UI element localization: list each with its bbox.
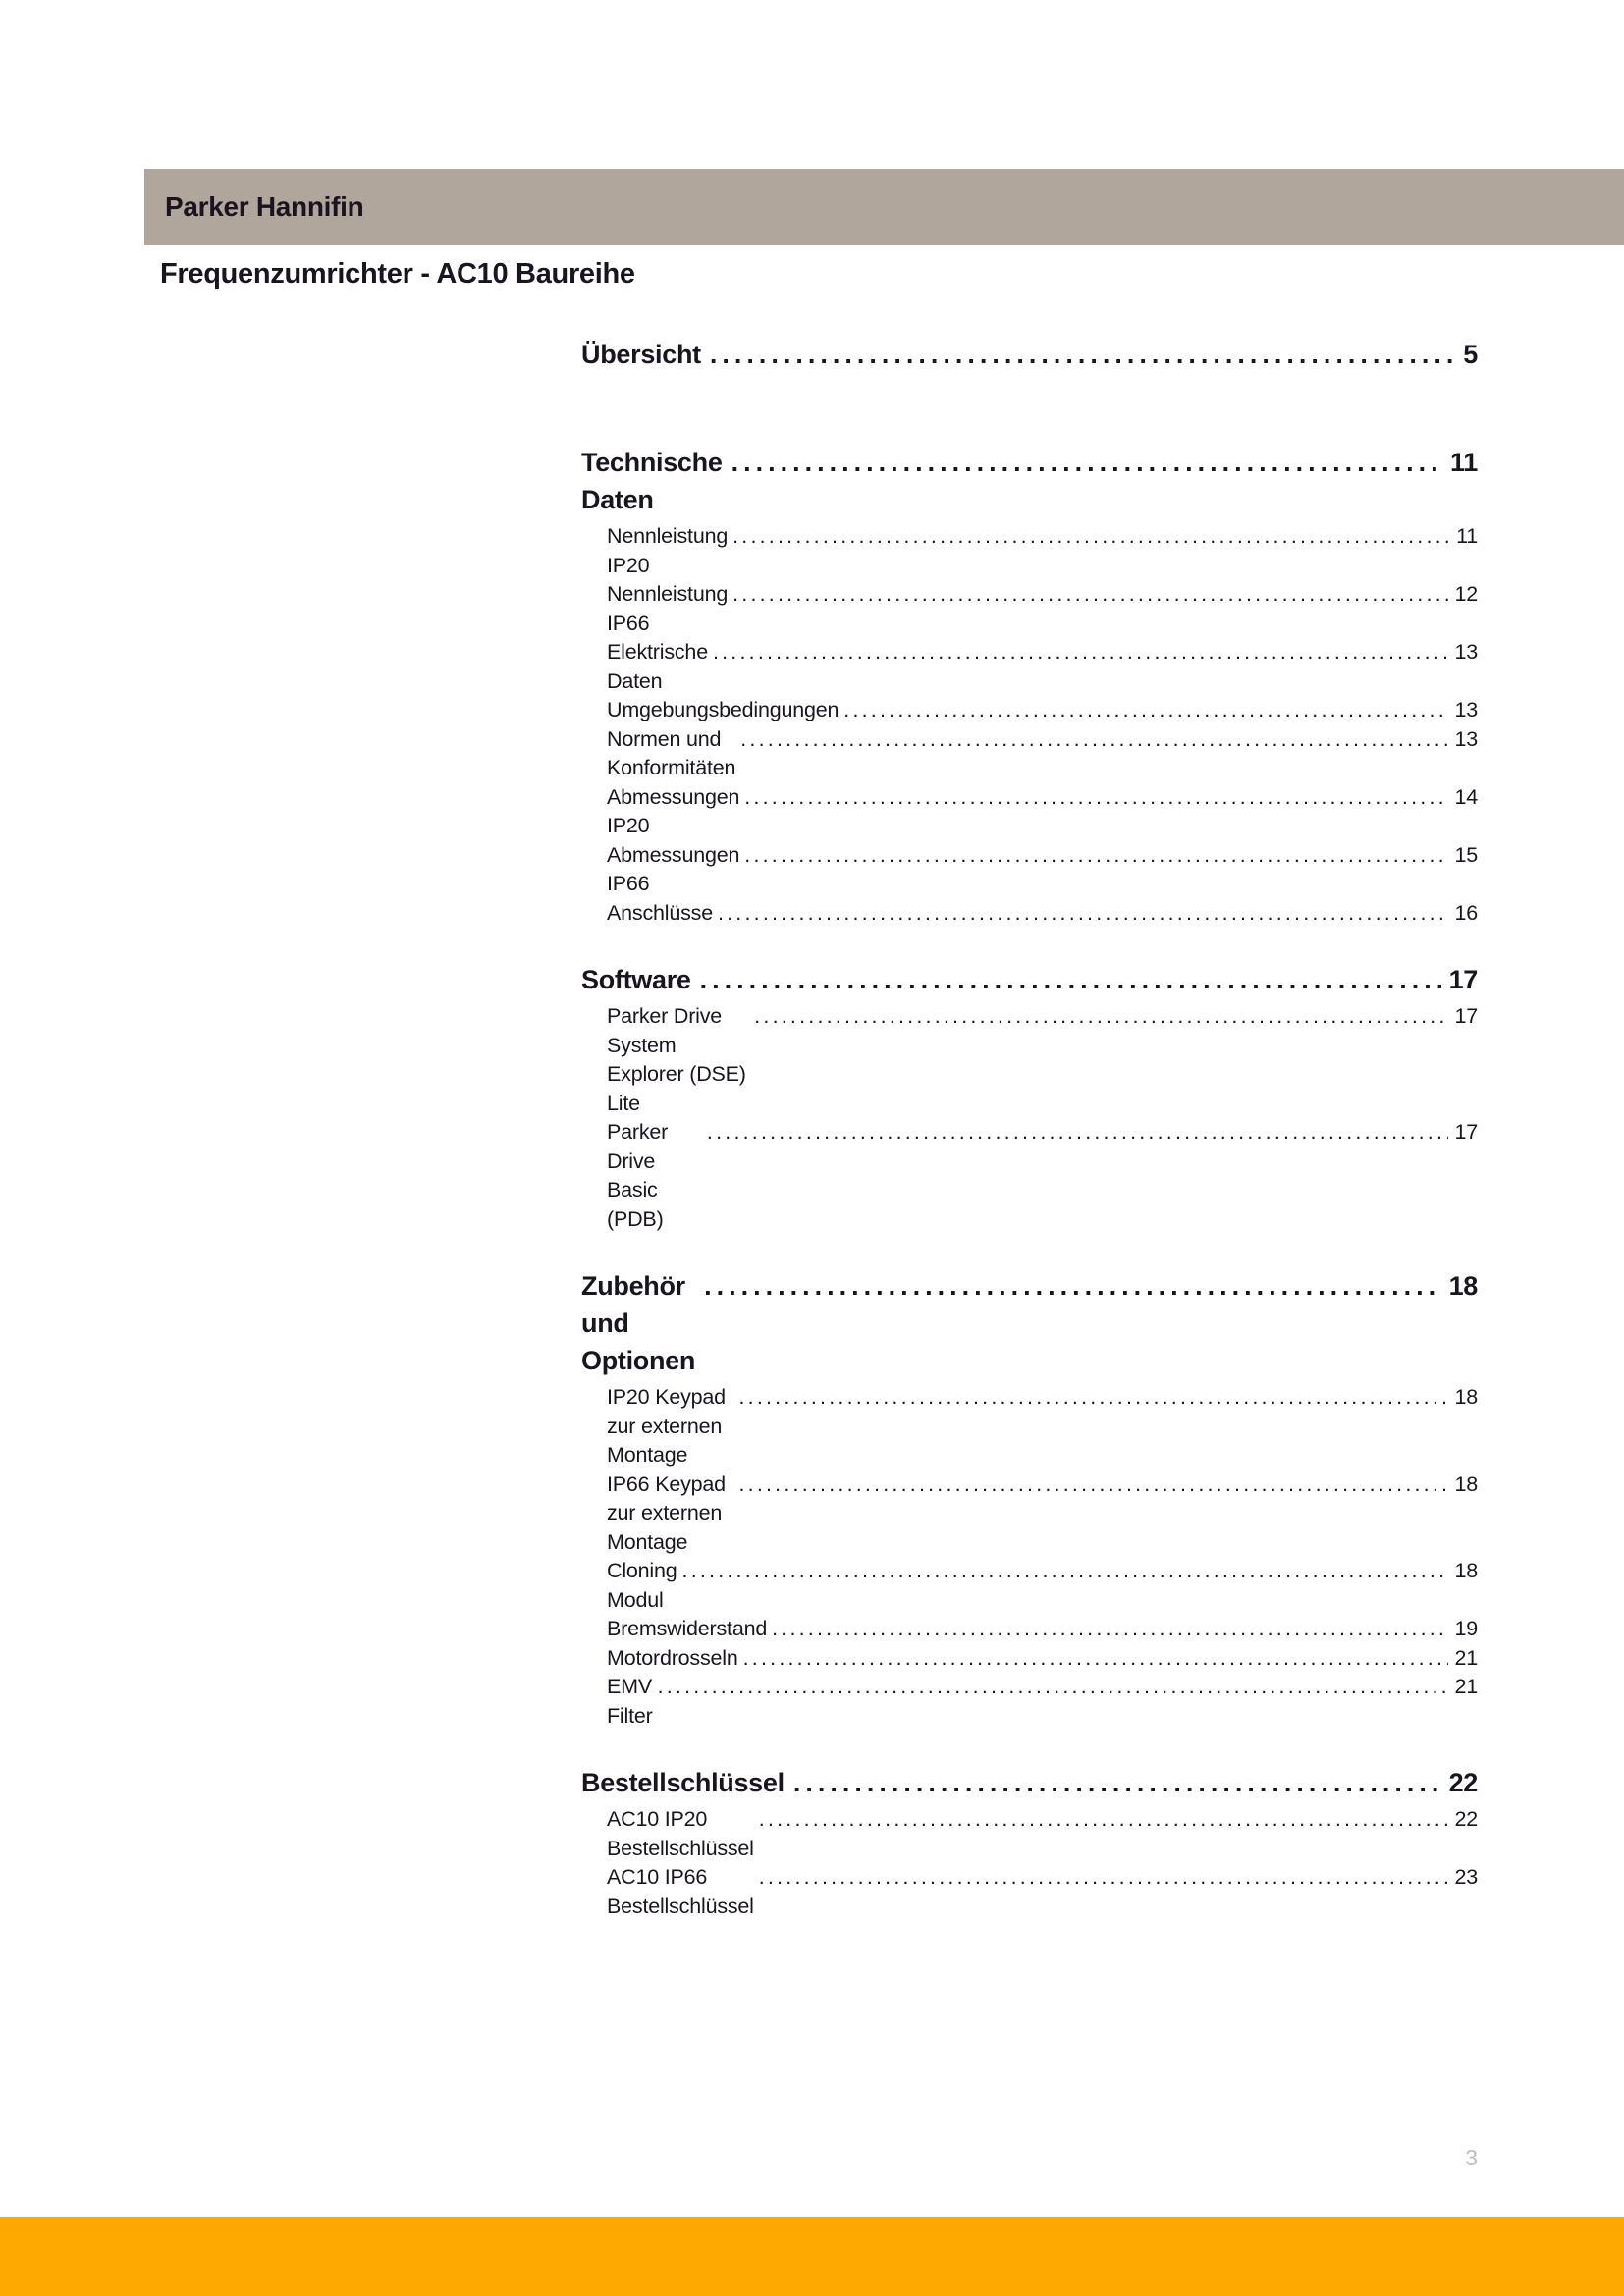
toc-item-label: Parker Drive System Explorer (DSE) Lite	[607, 1004, 746, 1115]
toc-item-label: AC10 IP20 Bestellschlüssel	[607, 1807, 754, 1860]
toc-item-page: 15	[1454, 842, 1478, 867]
header-bar	[144, 169, 1624, 245]
toc-items	[581, 1002, 1478, 1234]
toc-item-leader	[682, 1557, 1449, 1586]
toc-item	[607, 1470, 1478, 1558]
toc-item-leader	[772, 1615, 1448, 1644]
toc-item-label: Cloning Modul	[607, 1559, 677, 1612]
toc-item-label: Elektrische Daten	[607, 640, 708, 693]
toc-heading-label: Zubehör und Optionen	[581, 1271, 696, 1375]
toc-item-page: 19	[1454, 1617, 1478, 1640]
toc-heading	[581, 336, 1478, 373]
toc-item-label: AC10 IP66 Bestellschlüssel	[607, 1865, 754, 1918]
toc-heading	[581, 1267, 1478, 1379]
toc-item-leader	[738, 1470, 1448, 1500]
toc-heading-page: 22	[1448, 1768, 1478, 1797]
document-title: Frequenzumrichter - AC10 Baureihe	[160, 258, 635, 290]
toc-heading-page: 5	[1463, 340, 1478, 369]
toc-item	[607, 1644, 1478, 1674]
toc-section	[581, 336, 1478, 373]
toc-item-page: 18	[1454, 1385, 1478, 1409]
toc-item	[607, 1805, 1478, 1863]
toc-section	[581, 961, 1478, 1234]
toc-heading	[581, 1764, 1478, 1801]
toc-heading-label: Übersicht	[581, 340, 701, 369]
toc-item-page: 23	[1454, 1865, 1478, 1889]
toc-item-leader	[744, 841, 1448, 871]
toc-item-leader	[738, 1383, 1448, 1413]
toc-heading-page: 18	[1448, 1271, 1478, 1301]
toc-section	[581, 1267, 1478, 1731]
toc-item-leader	[707, 1118, 1449, 1148]
toc-item-leader	[658, 1673, 1449, 1702]
toc-item-label: Parker Drive Basic (PDB)	[607, 1120, 669, 1231]
toc-item-page: 18	[1454, 1559, 1478, 1582]
toc-heading-label: Technische Daten	[581, 448, 723, 514]
page-number: 3	[1465, 2145, 1478, 2170]
toc-item-leader	[754, 1002, 1448, 1032]
toc-item	[607, 1383, 1478, 1470]
toc-item	[607, 1673, 1478, 1731]
footer-bar	[0, 2217, 1624, 2296]
toc-item-label: Bremswiderstand	[607, 1617, 768, 1640]
toc-items	[581, 1383, 1478, 1731]
toc-heading-leader	[731, 444, 1442, 481]
toc-item-label: Abmessungen IP20	[607, 784, 740, 837]
toc-item-page: 21	[1454, 1645, 1478, 1670]
toc-item-leader	[759, 1863, 1449, 1893]
toc-heading-leader	[700, 961, 1441, 998]
toc-heading-leader	[793, 1764, 1441, 1801]
toc-item-label: Nennleistung IP66	[607, 582, 729, 635]
toc-item-page: 17	[1454, 1004, 1478, 1028]
toc-item-page: 13	[1454, 726, 1478, 751]
toc-item-leader	[718, 899, 1449, 929]
toc-item-leader	[843, 696, 1448, 725]
toc-item-leader	[740, 725, 1448, 755]
toc-item-leader	[759, 1805, 1449, 1835]
toc-item-page: 12	[1454, 582, 1478, 606]
toc	[581, 336, 1478, 1954]
toc-item-page: 21	[1454, 1675, 1478, 1698]
brand-title: Parker Hannifin	[165, 191, 364, 222]
toc-section	[581, 1764, 1478, 1921]
toc-item-label: Anschlüsse	[607, 900, 713, 925]
toc-item	[607, 638, 1478, 696]
toc-item	[607, 725, 1478, 783]
toc-item-label: Motordrosseln	[607, 1645, 738, 1670]
toc-item	[607, 1118, 1478, 1234]
toc-heading	[581, 444, 1478, 518]
toc-item	[607, 522, 1478, 580]
toc-item-label: IP20 Keypad zur externen Montage	[607, 1385, 726, 1467]
toc-item-label: Nennleistung IP20	[607, 524, 729, 577]
toc-item-leader	[732, 522, 1450, 552]
toc-heading-leader	[710, 336, 1455, 373]
toc-item-leader	[743, 1644, 1449, 1674]
toc-item-page: 13	[1454, 698, 1478, 721]
toc-item-label: IP66 Keypad zur externen Montage	[607, 1471, 726, 1554]
toc-item-page: 16	[1454, 900, 1478, 925]
toc-heading-page: 11	[1450, 448, 1478, 477]
toc-heading-label: Bestellschlüssel	[581, 1768, 785, 1797]
toc-items	[581, 1805, 1478, 1921]
toc-item	[607, 1557, 1478, 1615]
toc-item	[607, 1863, 1478, 1921]
toc-item	[607, 696, 1478, 725]
toc-item-leader	[744, 783, 1448, 813]
toc-item	[607, 1615, 1478, 1644]
toc-item-label: Umgebungsbedingungen	[607, 698, 839, 721]
toc-item-page: 17	[1454, 1120, 1478, 1144]
toc-heading-leader	[704, 1267, 1440, 1305]
toc-item	[607, 580, 1478, 638]
toc-item	[607, 1002, 1478, 1118]
toc-items	[581, 522, 1478, 928]
toc-item	[607, 783, 1478, 841]
toc-item	[607, 841, 1478, 899]
toc-item-page: 14	[1454, 784, 1478, 809]
toc-heading	[581, 961, 1478, 998]
toc-item-page: 11	[1456, 524, 1478, 548]
toc-item-leader	[732, 580, 1448, 610]
toc-heading-page: 17	[1448, 965, 1478, 994]
toc-item-label: Abmessungen IP66	[607, 842, 740, 895]
toc-item	[607, 899, 1478, 929]
toc-item-label: EMV Filter	[607, 1675, 653, 1728]
toc-item-page: 22	[1454, 1807, 1478, 1831]
toc-item-page: 18	[1454, 1471, 1478, 1496]
toc-section	[581, 444, 1478, 928]
toc-item-page: 13	[1454, 640, 1478, 664]
toc-item-leader	[713, 638, 1449, 667]
toc-item-label: Normen und Konformitäten	[607, 726, 736, 779]
toc-heading-label: Software	[581, 965, 691, 994]
